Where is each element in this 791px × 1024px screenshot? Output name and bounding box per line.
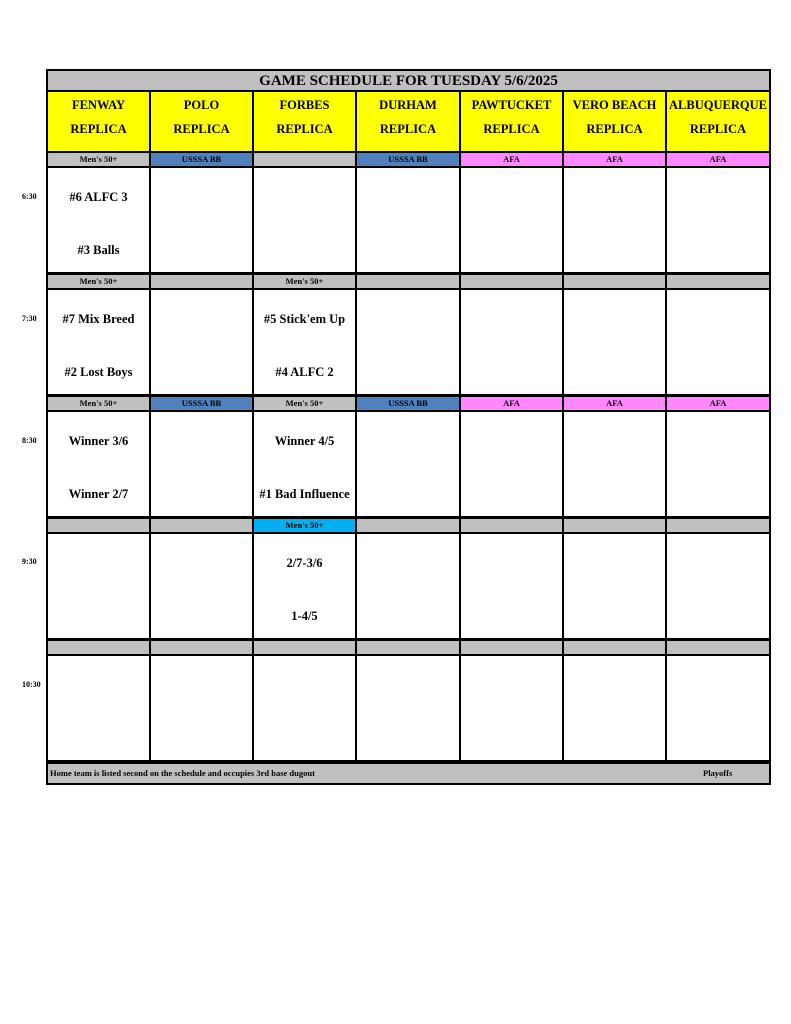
division-label: USSSA BB (151, 397, 252, 410)
game-cell (254, 168, 355, 272)
visiting-team: Winner 4/5 (274, 434, 335, 448)
field-subtitle: REPLICA (379, 122, 437, 136)
game-cell (48, 656, 149, 760)
division-label (461, 275, 562, 288)
time-slot-label: 6:30 (22, 192, 37, 201)
division-label (461, 641, 562, 654)
field-subtitle: REPLICA (586, 122, 643, 136)
game-cell (564, 168, 665, 272)
field-header-forbes (254, 92, 355, 151)
division-label: Men's 50+ (48, 397, 149, 410)
field-name: DURHAM (379, 98, 437, 112)
division-label (48, 519, 149, 532)
game-cell (48, 534, 149, 638)
game-cell (357, 534, 459, 638)
game-cell (254, 656, 355, 760)
game-cell (254, 534, 355, 638)
division-label (357, 275, 459, 288)
game-cell (461, 168, 562, 272)
division-label (151, 519, 252, 532)
playoffs-label: Playoffs (703, 768, 733, 778)
division-label (667, 275, 769, 288)
game-cell (461, 656, 562, 760)
visiting-team: #6 ALFC 3 (69, 190, 128, 204)
field-header-fenway (48, 92, 149, 151)
field-name: FORBES (279, 98, 330, 112)
field-name: VERO BEACH (572, 98, 657, 112)
field-name: FENWAY (71, 98, 126, 112)
division-label: AFA (564, 153, 665, 166)
time-slot-label: 9:30 (22, 557, 37, 566)
schedule-title: GAME SCHEDULE FOR TUESDAY 5/6/2025 (48, 71, 769, 90)
game-cell (357, 412, 459, 516)
game-cell (151, 168, 252, 272)
visiting-team: #7 Mix Breed (62, 312, 135, 326)
division-label (461, 519, 562, 532)
game-cell (667, 290, 769, 394)
game-cell (461, 412, 562, 516)
division-label (151, 275, 252, 288)
visiting-team: 2/7-3/6 (286, 556, 323, 570)
division-label: USSSA BB (357, 153, 459, 166)
division-label: AFA (461, 397, 562, 410)
division-label: AFA (564, 397, 665, 410)
game-cell (667, 656, 769, 760)
home-team-note: Home team is listed second on the schedule and occupies 3rd base dugout (50, 768, 315, 778)
field-header-pawtucket (461, 92, 562, 151)
division-label: AFA (461, 153, 562, 166)
game-cell (48, 290, 149, 394)
division-label: Men's 50+ (48, 275, 149, 288)
game-cell (48, 412, 149, 516)
game-cell (151, 534, 252, 638)
game-cell (667, 534, 769, 638)
game-cell (151, 290, 252, 394)
field-subtitle: REPLICA (70, 122, 127, 136)
division-label: Men's 50+ (254, 397, 355, 410)
field-name: ALBUQUERQUE (669, 98, 767, 112)
home-team: Winner 2/7 (68, 487, 129, 501)
visiting-team: #5 Stick'em Up (263, 312, 346, 326)
field-subtitle: REPLICA (173, 122, 230, 136)
division-label (357, 641, 459, 654)
schedule-sheet (46, 69, 771, 785)
division-label (564, 519, 665, 532)
division-label: AFA (667, 397, 769, 410)
home-team: #2 Lost Boys (64, 365, 133, 379)
game-cell (151, 412, 252, 516)
division-label (564, 641, 665, 654)
division-label: Men's 50+ (254, 519, 355, 532)
field-name: POLO (183, 98, 220, 112)
division-label (48, 641, 149, 654)
game-cell (357, 168, 459, 272)
game-cell (564, 656, 665, 760)
game-cell (254, 290, 355, 394)
division-label: USSSA BB (357, 397, 459, 410)
division-label (254, 153, 355, 166)
field-header-durham (357, 92, 459, 151)
home-team: #1 Bad Influence (259, 487, 350, 501)
field-header-polo (151, 92, 252, 151)
field-subtitle: REPLICA (483, 122, 540, 136)
game-cell (461, 290, 562, 394)
division-label: Men's 50+ (48, 153, 149, 166)
division-label (667, 641, 769, 654)
division-label: AFA (667, 153, 769, 166)
division-label: Men's 50+ (254, 275, 355, 288)
game-cell (564, 534, 665, 638)
game-cell (564, 290, 665, 394)
division-label (667, 519, 769, 532)
field-name: PAWTUCKET (471, 98, 552, 112)
division-label (151, 641, 252, 654)
game-cell (357, 656, 459, 760)
game-cell (667, 412, 769, 516)
game-cell (461, 534, 562, 638)
division-label (357, 519, 459, 532)
division-label (254, 641, 355, 654)
schedule-footer (48, 764, 769, 783)
time-slot-label: 10:30 (22, 680, 41, 689)
division-label: USSSA BB (151, 153, 252, 166)
division-label (564, 275, 665, 288)
field-subtitle: REPLICA (689, 122, 747, 136)
home-team: 1-4/5 (291, 609, 318, 623)
visiting-team: Winner 3/6 (68, 434, 129, 448)
home-team: #4 ALFC 2 (275, 365, 334, 379)
game-cell (48, 168, 149, 272)
time-slot-label: 7:30 (22, 314, 37, 323)
game-cell (564, 412, 665, 516)
game-cell (254, 412, 355, 516)
time-slot-label: 8:30 (22, 436, 37, 445)
field-header-vero-beach (564, 92, 665, 151)
game-cell (151, 656, 252, 760)
field-subtitle: REPLICA (276, 122, 333, 136)
game-cell (667, 168, 769, 272)
field-header-albuquerque (667, 92, 769, 151)
game-cell (357, 290, 459, 394)
home-team: #3 Balls (77, 243, 120, 257)
